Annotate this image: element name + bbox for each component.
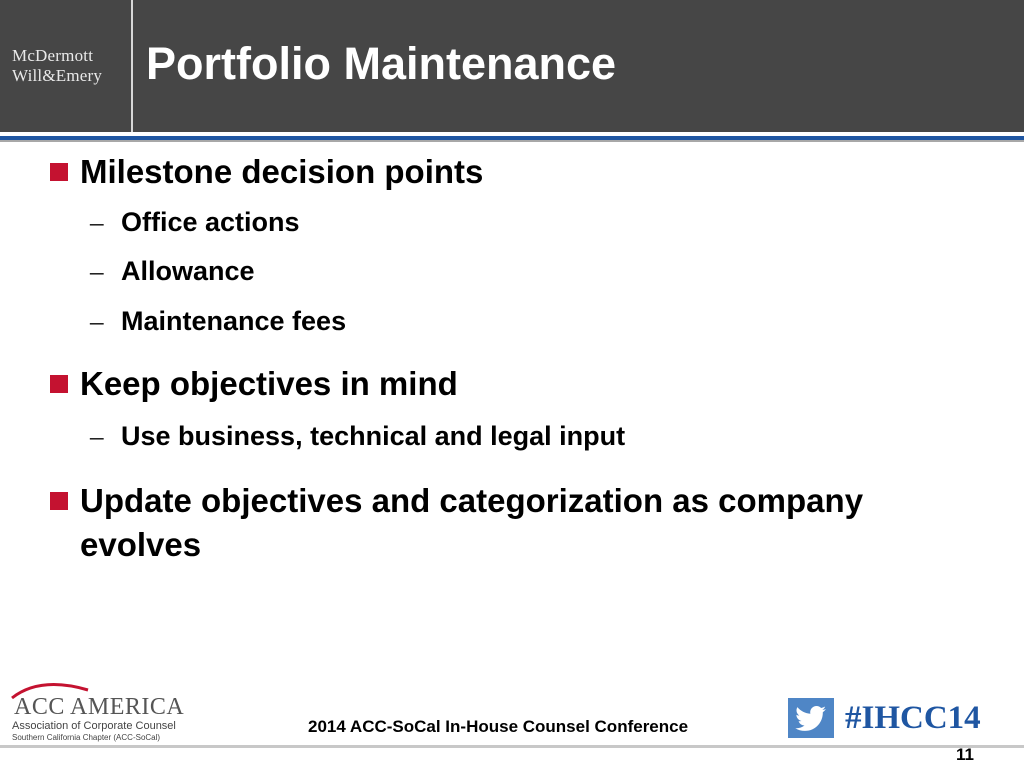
footer-rule — [0, 745, 1024, 748]
dash-icon: – — [90, 306, 104, 336]
conference-hashtag: #IHCC14 — [845, 700, 981, 736]
logo-line-1: McDermott — [12, 46, 94, 65]
acc-america-logo — [10, 680, 200, 744]
subitem-text: Office actions — [121, 207, 300, 237]
slide-title: Portfolio Maintenance — [146, 38, 617, 89]
bullet-milestone — [50, 150, 980, 194]
square-bullet-icon — [50, 492, 68, 510]
twitter-bird-icon — [788, 698, 834, 738]
acc-logo-line-1: Association of Corporate Counsel — [12, 720, 176, 732]
subitem-allowance — [90, 254, 970, 288]
subitem-text: Use business, technical and legal input — [121, 421, 626, 451]
dash-icon: – — [90, 256, 104, 286]
acc-logo-line-2: Southern California Chapter (ACC-SoCal) — [12, 733, 161, 742]
subitem-text: Maintenance fees — [121, 306, 347, 336]
dash-icon: – — [90, 207, 104, 237]
bullet-keep-objectives — [50, 362, 980, 406]
subitem-text: Allowance — [121, 256, 255, 286]
conference-name: 2014 ACC-SoCal In-House Counsel Conference — [308, 717, 689, 736]
square-bullet-icon — [50, 163, 68, 181]
bullet-update-objectives — [50, 479, 980, 567]
page-number: 11 — [956, 745, 974, 764]
subitem-office-actions — [90, 205, 970, 239]
bullet-text: Update objectives and categorization as company evolves — [80, 482, 864, 563]
bullet-text: Keep objectives in mind — [80, 365, 458, 402]
dash-icon: – — [90, 421, 104, 451]
square-bullet-icon — [50, 375, 68, 393]
bullet-text: Milestone decision points — [80, 153, 484, 190]
acc-logo-name: ACC AMERICA — [14, 694, 185, 720]
subitem-business-input — [90, 419, 970, 453]
logo-line-2: Will&Emery — [12, 66, 103, 85]
subitem-maintenance-fees — [90, 304, 970, 338]
